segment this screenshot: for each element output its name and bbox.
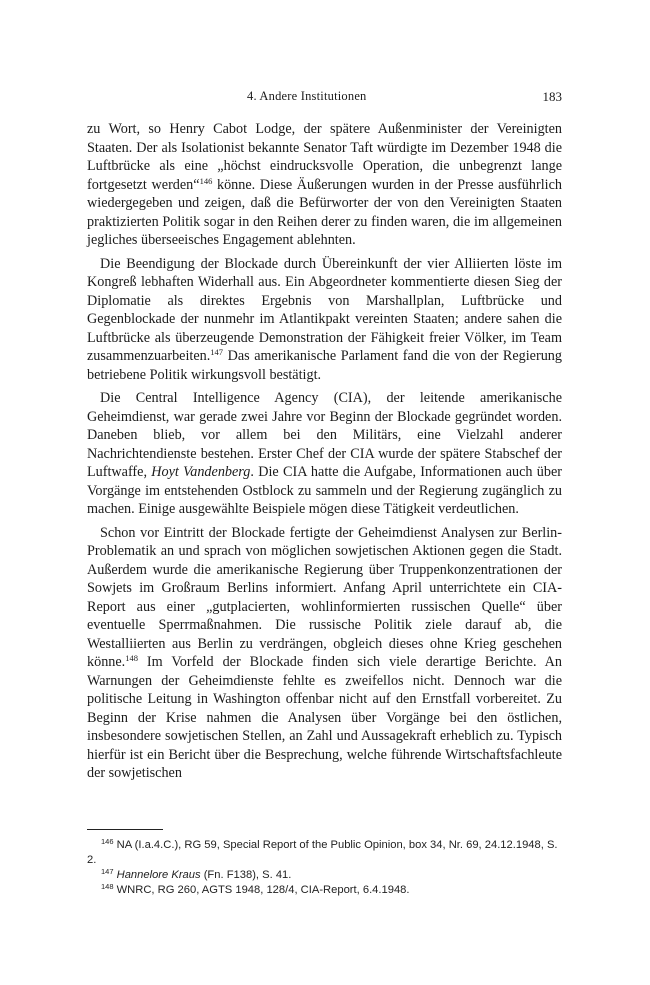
paragraph-text: zu Wort, so Henry Cabot Lodge, der spätere Außenminister der Vereinigten Staaten. Der als Isolationist bekannte Senator Taft würdigte im Dezember 1948 die Luftbrücke als eine „höchst eindrucksvolle Operation, die unbegrenzt lange fortgesetzt werden“ [87,121,562,193]
main-text [87,120,562,788]
paragraph-text: Im Vorfeld der Blockade finden sich viele derartige Berichte. An Warnungen der Geheimdienste fehlte es zweifellos nicht. Dennoch war die politische Leitung in Washington offenbar nicht auf den Ernstfall vorbereitet. Zu Beginn der Krise nahmen die Analysen über Vorgänge bei den östlichen, insbesondere sowjetischen Stellen, an Zahl und Aussagekraft erheblich zu. Typisch hierfür ist ein Bericht über die Besprechung, welche führende Wirtschaftsfachleute der sowjetischen [87,654,562,781]
footnote-author: Hannelore Kraus [116,869,201,881]
footnote-ref: 147 [210,347,224,357]
paragraph [87,120,562,250]
footnote [87,838,562,868]
paragraph [87,524,562,783]
paragraph-text: . Die CIA hatte die Aufgabe, Informationen auch über Vorgänge im entstehenden Ostblock zu sammeln und der Regierung zugänglich zu machen. Einige ausgewählte Beispiele mögen diese Tätigkeit verdeutlichen. [87,464,562,517]
footnotes [87,838,562,898]
paragraph-text: Schon vor Eintritt der Blockade fertigte der Geheimdienst Analysen zur Berlin-Problematik an und sprach von möglichen sowjetischen Aktionen gegen die Stadt. Außerdem wurde die amerikanische Regierung über Truppenkonzentrationen der Sowjets im Großraum Berlins informiert. Anfang April unterrichtete ein CIA-Report aus einer „gutplacierten, wohlinformierten russischen Quelle“ über eventuelle Sperrmaßnahmen. Die russische Politik ziele darauf ab, die Westalliierten aus Berlin zu verdrängen, obgleich dieses ohne Krieg geschehen könne. [87,524,562,670]
chapter-title: 4. Andere Institutionen [247,89,367,103]
paragraph-text: Das amerikanische Parlament fand die von der Regierung betriebene Politik wirkungsvoll bestätigt. [87,348,562,383]
footnote [87,868,562,883]
footnote-text: WNRC, RG 260, AGTS 1948, 128/4, CIA-Report, 6.4.1948. [116,884,410,896]
person-name: Hoyt Vandenberg [151,464,251,480]
footnote-number: 148 [101,882,114,891]
footnote [87,883,562,898]
footnote-text: NA (I.a.4.C.), RG 59, Special Report of the Public Opinion, box 34, Nr. 69, 24.12.1948, S. 2. [87,839,558,866]
footnote-ref: 146 [199,175,213,186]
page-number: 183 [542,89,562,104]
paragraph [87,255,562,385]
footnote-text: (Fn. F138), S. 41. [200,869,292,881]
running-header [87,89,562,107]
paragraph [87,389,562,519]
footnote-separator [87,829,163,830]
paragraph-text: Die Beendigung der Blockade durch Übereinkunft der vier Alliierten löste im Kongreß lebhaften Widerhall aus. Ein Abgeordneter kommentierte diesen Sieg der Diplomatie als direktes Ergebnis von Marshallplan, Luftbrücke und Gegenblockade der nunmehr im Atlantikpakt vereinten Staaten; andere sahen die Luftbrücke als überzeugende Demonstration der Fähigkeit freier Völker, im Team zusammenzuarbeiten. [87,255,562,364]
paragraph-text: könne. Diese Äußerungen wurden in der Presse ausführlich wiedergegeben und zeigen, daß die Befürworter der von den Vereinigten Staaten praktizierten Politik sogar in den Reihen derer zu finden waren, die im allgemeinen jegliches überseeisches Engagement ablehnten. [87,176,562,248]
footnote-number: 147 [101,867,114,876]
footnote-number: 146 [101,837,114,846]
paragraph-text: Die Central Intelligence Agency (CIA), der leitende amerikanische Geheimdienst, war gerade zwei Jahre vor Beginn der Blockade gegründet worden. Daneben blieb, vor allem bei den Militärs, eine Vielzahl anderer Nachrichtendienste bestehen. Erster Chef der CIA wurde der spätere Stabschef der Luftwaffe, [87,390,562,480]
footnote-ref: 148 [125,653,138,663]
